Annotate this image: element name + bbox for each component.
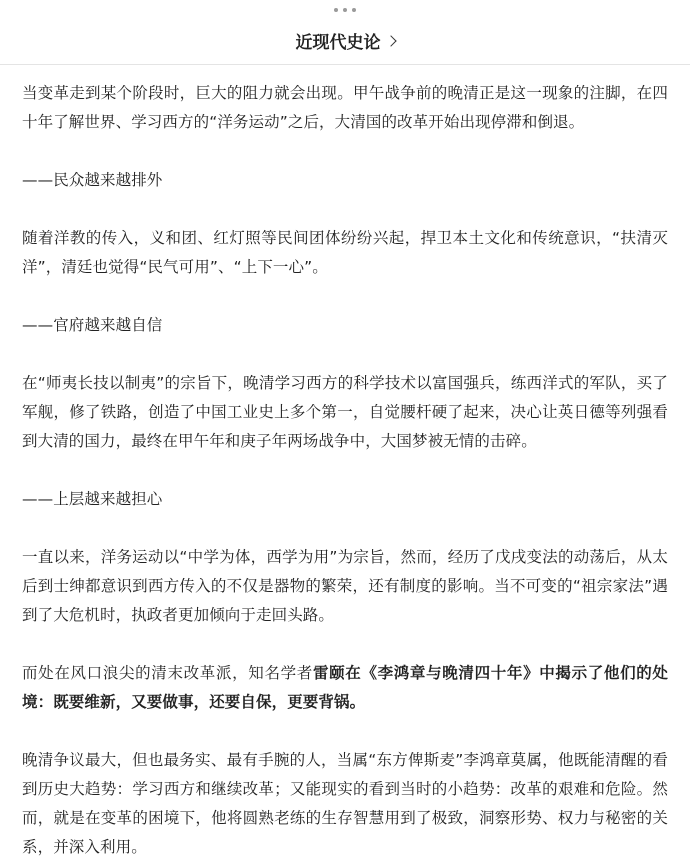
paragraph: 随着洋教的传入，义和团、红灯照等民间团体纷纷兴起，捍卫本土文化和传统意识，“扶清灭洋”，清廷也觉得“民气可用”、“上下一心”。	[22, 229, 668, 276]
section-heading: ——上层越来越担心	[22, 490, 163, 508]
column-link[interactable]	[0, 28, 690, 53]
paragraph: 当变革走到某个阶段时，巨大的阻力就会出现。甲午战争前的晚清正是这一现象的注脚，在四十年了解世界、学习西方的“洋务运动”之后，大清国的改革开始出现停滞和倒退。	[22, 84, 668, 131]
top-bar	[0, 0, 690, 65]
paragraph	[22, 659, 668, 717]
more-dots-icon[interactable]	[0, 8, 690, 12]
section-heading: ——官府越来越自信	[22, 316, 163, 334]
section-heading: ——民众越来越排外	[22, 171, 163, 189]
paragraph: 一直以来，洋务运动以“中学为体，西学为用”为宗旨，然而，经历了戊戌变法的动荡后，从太后到士绅都意识到西方传入的不仅是器物的繁荣，还有制度的影响。当不可变的“祖宗家法”遇到了大危机时，执政者更加倾向于走回头路。	[22, 548, 668, 624]
article-body	[0, 65, 690, 862]
column-title: 近现代史论	[295, 33, 381, 53]
paragraph-text: 而处在风口浪尖的清末改革派，知名学者	[22, 664, 313, 682]
paragraph: 晚清争议最大，但也最务实、最有手腕的人，当属“东方俾斯麦”李鸿章莫属，他既能清醒的看到历史大趋势：学习西方和继续改革；又能现实的看到当时的小趋势：改革的艰难和危险。然而，就是在变革的困境下，他将圆熟老练的生存智慧用到了极致，洞察形势、权力与秘密的关系，并深入利用。	[22, 751, 668, 856]
paragraph: 在“师夷长技以制夷”的宗旨下，晚清学习西方的科学技术以富国强兵，练西洋式的军队，买了军舰，修了铁路，创造了中国工业史上多个第一，自觉腰杆硬了起来，决心让英日德等列强看到大清的国力，最终在甲午年和庚子年两场战争中，大国梦被无情的击碎。	[22, 374, 668, 450]
chevron-right-icon	[385, 35, 396, 46]
paragraph-bold-text: 雷颐在《李鸿章与晚清四十年》中揭示了他们的处境：既要维新，又要做事，还要自保，更要背锅。	[22, 664, 668, 711]
